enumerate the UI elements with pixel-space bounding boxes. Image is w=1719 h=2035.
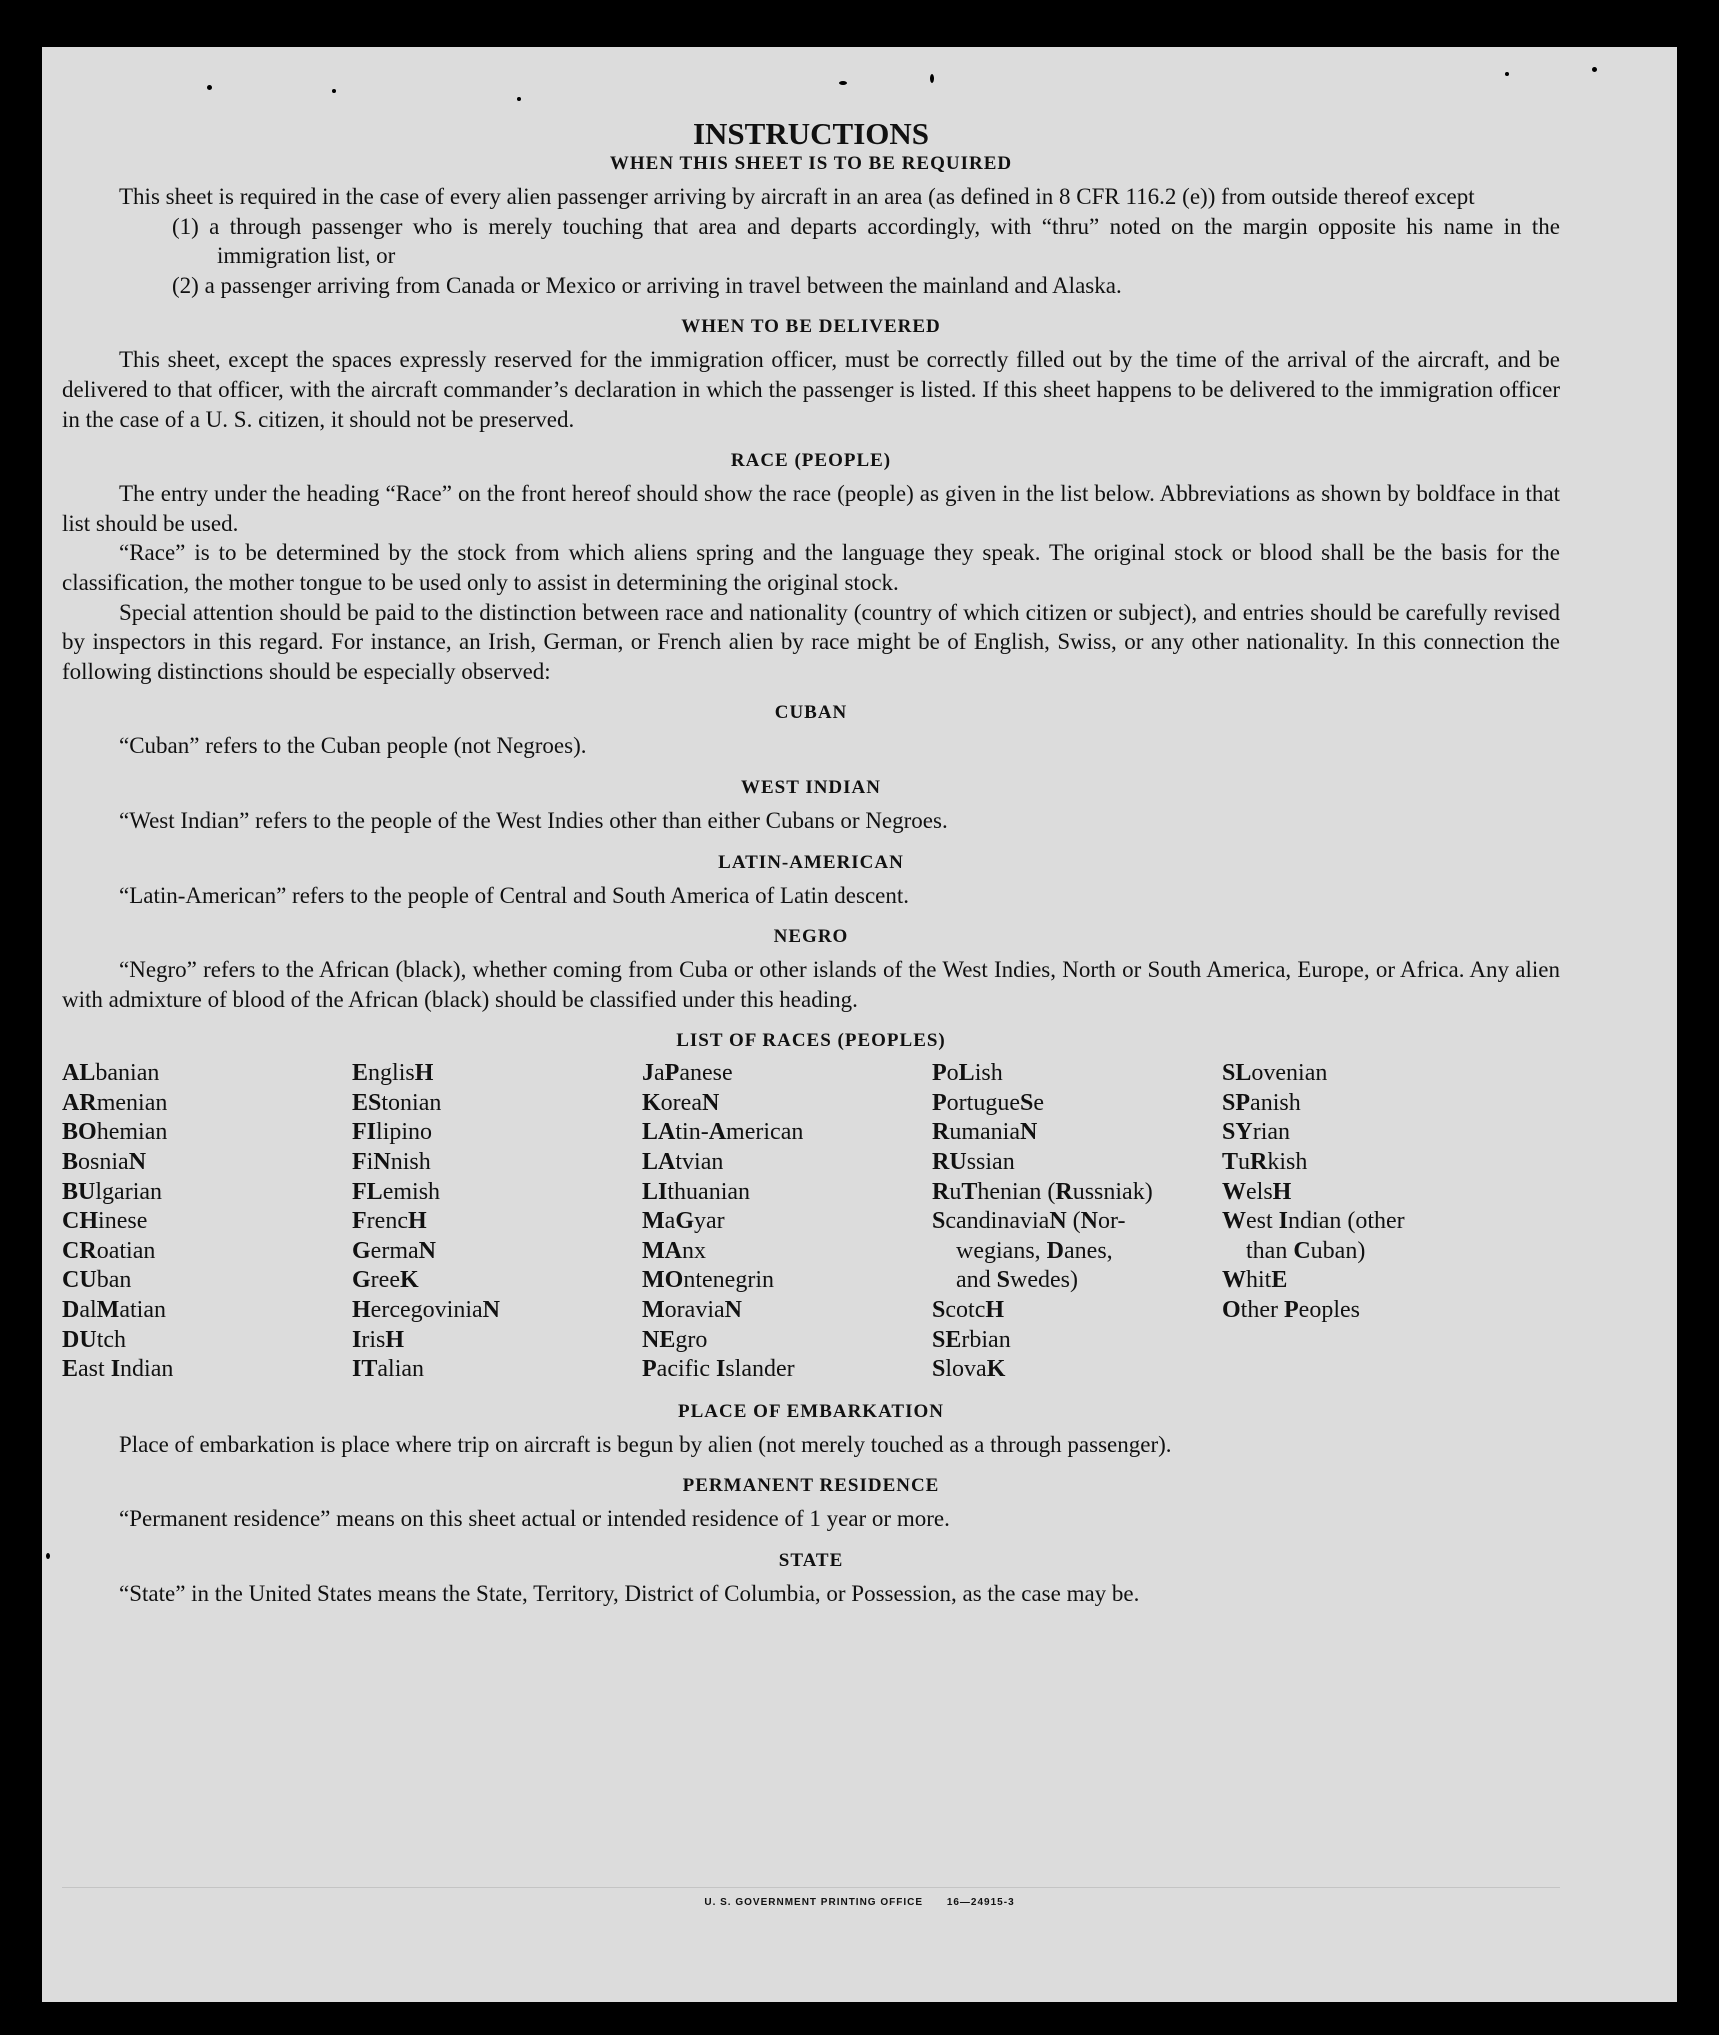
race-entry: SErbian	[932, 1326, 1011, 1353]
section-heading-state: STATE	[778, 1550, 844, 1571]
race-entry: SLovenian	[1222, 1060, 1328, 1087]
section-heading-negro: NEGRO	[773, 926, 849, 948]
race-entry: CRoatian	[62, 1237, 156, 1264]
speck	[1505, 72, 1509, 76]
section-heading-race: RACE (PEOPLE)	[730, 450, 892, 472]
races-column-1	[62, 1059, 352, 1385]
section-heading-west-indian: WEST INDIAN	[741, 776, 881, 798]
when-required-intro: This sheet is required in the case of every alien passenger arriving by aircraft in an area (as defined in 8 CFR 116.2 (e)) from outside thereof except	[119, 184, 1475, 209]
speck	[207, 85, 212, 90]
race-entry: LAtin-American	[642, 1119, 804, 1146]
negro-text: “Negro” refers to the African (black), whether coming from Cuba or other islands of the West Indies, North or South America, Europe, or Africa. Any alien with admixture of blood of the African (black) should be classified under this heading.	[62, 957, 1560, 1012]
race-entry: ALbanian	[62, 1060, 160, 1087]
race-paragraph-3: Special attention should be paid to the distinction between race and nationality (country of which citizen or subject), and entries should be carefully revised by inspectors in this regard. For instance, an Irish, German, or French alien by race might be of English, Swiss, or any other nationality. In this connection the following distinctions should be especially observed:	[62, 599, 1560, 684]
race-entry: DalMatian	[62, 1297, 166, 1324]
race-entry: WelsH	[1222, 1178, 1292, 1205]
race-entry: Pacific Islander	[642, 1356, 795, 1383]
race-entry: BosniaN	[62, 1149, 147, 1176]
race-entry: GreeK	[352, 1267, 419, 1294]
footer-divider	[62, 1887, 1560, 1888]
race-entry: HercegoviniaN	[352, 1297, 500, 1324]
races-list	[62, 1059, 1560, 1385]
printer-name: U. S. GOVERNMENT PRINTING OFFICE	[704, 1897, 924, 1908]
race-entry: SlovaK	[932, 1356, 1006, 1383]
race-entry: ScotcH	[932, 1297, 1005, 1324]
race-entry: PoLish	[932, 1060, 1003, 1087]
race-paragraph-1: The entry under the heading “Race” on the front hereof should show the race (people) as given in the list below. Abbreviations as shown by boldface in that list should be used.	[62, 481, 1560, 536]
embarkation-text: Place of embarkation is place where trip on aircraft is begun by alien (not merely touched as a through passenger).	[119, 1431, 1172, 1457]
when-required-item-1: (1) a through passenger who is merely touching that area and departs accordingly, with “thru” noted on the margin opposite his name in the immigration list, or	[172, 213, 1560, 269]
when-delivered-text: This sheet, except the spaces expressly reserved for the immigration officer, must be correctly filled out by the time of the arrival of the aircraft, and be delivered to that officer, with the aircraft commander’s declaration in which the passenger is listed. If this sheet happens to be delivered to the immigration officer in the case of a U. S. citizen, it should not be preserved.	[62, 347, 1560, 432]
race-entry-continuation: and Swedes)	[956, 1267, 1079, 1294]
race-entry: BUlgarian	[62, 1178, 163, 1205]
race-entry: IrisH	[352, 1326, 405, 1353]
speck	[517, 97, 521, 101]
speck	[46, 1553, 50, 1559]
race-entry: EStonian	[352, 1089, 442, 1116]
form-number: 16—24915-3	[946, 1897, 1015, 1908]
printer-footer	[42, 1897, 1677, 1908]
section-heading-cuban: CUBAN	[774, 702, 848, 724]
permanent-residence-text: “Permanent residence” means on this sheet actual or intended residence of 1 year or more.	[119, 1506, 950, 1532]
state-text: “State” in the United States means the State, Territory, District of Columbia, or Possession, as the case may be.	[119, 1581, 1140, 1606]
race-entry: FIlipino	[352, 1119, 433, 1146]
race-entry: EnglisH	[352, 1060, 434, 1087]
races-column-5	[1222, 1059, 1512, 1385]
race-entry: Other Peoples	[1222, 1297, 1360, 1324]
section-heading-latin-american: LATIN-AMERICAN	[718, 851, 904, 873]
race-entry: MOntenegrin	[642, 1267, 774, 1294]
race-entry: KoreaN	[642, 1089, 720, 1116]
race-entry: FrencH	[352, 1208, 427, 1235]
when-required-item-2: (2) a passenger arriving from Canada or Mexico or arriving in travel between the mainland and Alaska.	[172, 272, 1122, 298]
race-entry: WhitE	[1222, 1267, 1288, 1294]
race-entry: SYrian	[1222, 1119, 1291, 1146]
race-entry: DUtch	[62, 1326, 127, 1353]
race-entry: JaPanese	[642, 1060, 733, 1087]
speck	[839, 81, 847, 85]
race-entry: LIthuanian	[642, 1178, 751, 1205]
race-entry: PortugueSe	[932, 1089, 1045, 1116]
race-entry: RumaniaN	[932, 1119, 1038, 1146]
race-entry: MaGyar	[642, 1208, 725, 1235]
race-entry: BOhemian	[62, 1119, 168, 1146]
race-entry: TuRkish	[1222, 1149, 1308, 1176]
races-column-3	[642, 1059, 932, 1385]
section-heading-when-delivered: WHEN TO BE DELIVERED	[681, 316, 941, 338]
section-heading-when-required: WHEN THIS SHEET IS TO BE REQUIRED	[609, 153, 1013, 174]
race-entry: FLemish	[352, 1178, 441, 1205]
page-title: INSTRUCTIONS	[692, 116, 929, 151]
races-column-2	[352, 1059, 642, 1385]
section-heading-embarkation: PLACE OF EMBARKATION	[678, 1400, 944, 1422]
race-entry: LAtvian	[642, 1149, 724, 1176]
race-entry: West Indian (other	[1222, 1208, 1405, 1235]
race-entry: ScandinaviaN (Nor-	[932, 1208, 1126, 1235]
speck	[332, 89, 336, 93]
race-entry: ARmenian	[62, 1089, 168, 1116]
west-indian-text: “West Indian” refers to the people of the West Indies other than either Cubans or Negroes.	[119, 807, 948, 833]
race-entry: GermaN	[352, 1237, 436, 1264]
section-heading-permanent-residence: PERMANENT RESIDENCE	[682, 1475, 940, 1497]
races-column-4	[932, 1059, 1222, 1385]
race-entry: East Indian	[62, 1356, 174, 1383]
race-entry: CHinese	[62, 1208, 148, 1235]
race-entry: RuThenian (Russniak)	[932, 1178, 1153, 1205]
race-entry: RUssian	[932, 1149, 1015, 1176]
race-entry: NEgro	[642, 1326, 708, 1353]
instructions-content	[62, 117, 1560, 1609]
race-entry-continuation: than Cuban)	[1246, 1237, 1366, 1264]
race-entry: CUban	[62, 1267, 132, 1294]
speck	[1592, 67, 1597, 72]
race-paragraph-2: “Race” is to be determined by the stock from which aliens spring and the language they speak. The original stock or blood shall be the basis for the classification, the mother tongue to be used only to assist in determining the original stock.	[62, 540, 1560, 595]
race-entry: ITalian	[352, 1356, 425, 1383]
race-entry: FiNnish	[352, 1149, 431, 1176]
race-entry: SPanish	[1222, 1089, 1301, 1116]
document-page	[42, 47, 1677, 2002]
speck	[930, 74, 934, 83]
latin-american-text: “Latin-American” refers to the people of Central and South America of Latin descent.	[119, 882, 909, 908]
cuban-text: “Cuban” refers to the Cuban people (not Negroes).	[119, 733, 587, 759]
section-heading-list-of-races: LIST OF RACES (PEOPLES)	[676, 1030, 946, 1052]
race-entry: MAnx	[642, 1237, 706, 1264]
race-entry-continuation: wegians, Danes,	[956, 1237, 1113, 1264]
race-entry: MoraviaN	[642, 1297, 742, 1324]
